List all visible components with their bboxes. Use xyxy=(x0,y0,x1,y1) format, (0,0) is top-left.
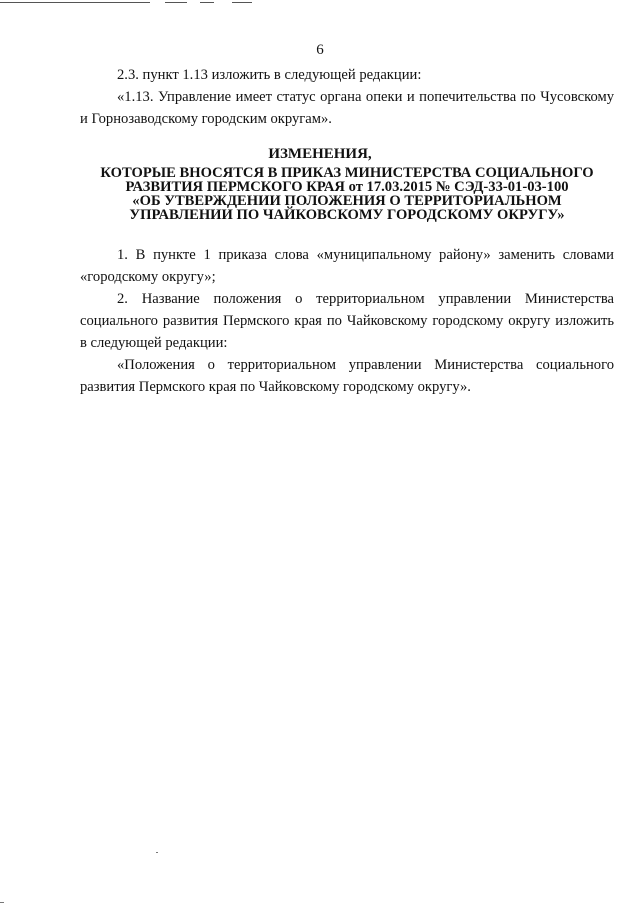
page-number: 6 xyxy=(316,42,324,58)
scan-artifact-line xyxy=(165,2,187,3)
scan-artifact-line xyxy=(0,2,150,3)
section-2-3-intro: 2.3. пункт 1.13 изложить в следующей редакции: xyxy=(117,67,422,83)
scan-speck xyxy=(156,852,158,853)
heading-line-4: УПРАВЛЕНИИ ПО ЧАЙКОВСКОМУ ГОРОДСКОМУ ОКРУГУ» xyxy=(129,207,565,223)
heading-line-3: «ОБ УТВЕРЖДЕНИИ ПОЛОЖЕНИЯ О ТЕРРИТОРИАЛЬНОМ xyxy=(132,193,562,209)
scan-artifact-line xyxy=(200,2,214,3)
changes-heading-title: ИЗМЕНЕНИЯ, xyxy=(268,146,372,162)
changes-heading xyxy=(80,166,614,222)
heading-line-2: РАЗВИТИЯ ПЕРМСКОГО КРАЯ от 17.03.2015 № СЭД-33-01-03-100 xyxy=(125,179,569,195)
item-1: 1. В пункте 1 приказа слова «муниципальному району» заменить словами «городскому округу»; xyxy=(80,247,614,285)
scan-speck xyxy=(0,902,4,903)
scan-artifact-line xyxy=(232,2,252,3)
item-2: 2. Название положения о территориальном управлении Министерства социального развития Пермского края по Чайковскому городскому округу изложить в следующей редакции: xyxy=(80,291,614,351)
section-2-3-text: «1.13. Управление имеет статус органа опеки и попечительства по Чусовскому и Горнозаводскому городским округам». xyxy=(80,89,614,127)
heading-line-1: КОТОРЫЕ ВНОСЯТСЯ В ПРИКАЗ МИНИСТЕРСТВА СОЦИАЛЬНОГО xyxy=(100,165,594,181)
item-3: «Положения о территориальном управлении Министерства социального развития Пермского края по Чайковскому городскому округу». xyxy=(80,357,614,395)
